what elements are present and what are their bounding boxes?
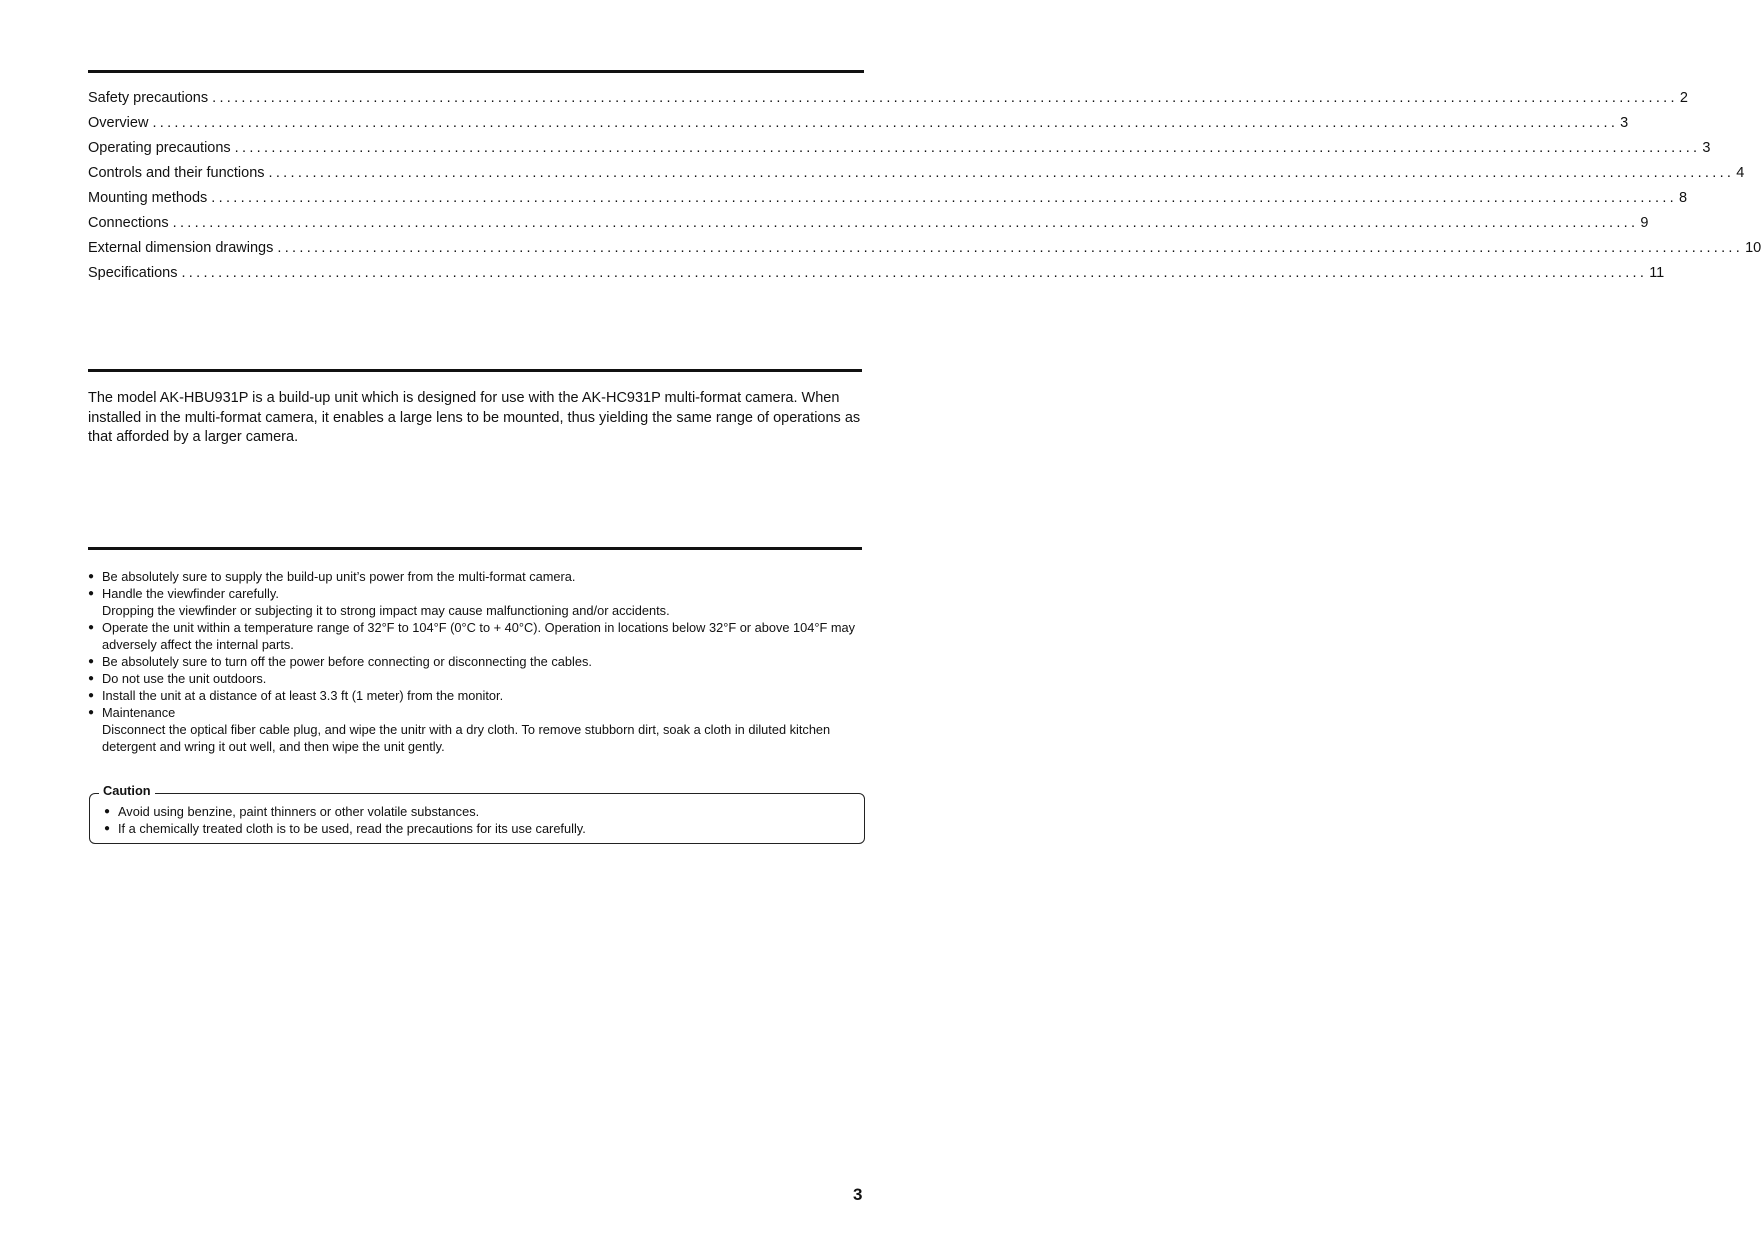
toc-dot-leader: ........................................................................................................................................................................................................ bbox=[211, 190, 1678, 206]
toc-entry bbox=[88, 115, 1629, 140]
bullet-icon: ● bbox=[88, 690, 95, 701]
overview-rule bbox=[88, 369, 862, 372]
precaution-text: Be absolutely sure to turn off the power before connecting or disconnecting the cables. bbox=[102, 654, 592, 669]
precaution-detail: Disconnect the optical fiber cable plug, and wipe the unitr with a dry cloth. To remove stubborn dirt, soak a cloth in diluted kitchen detergent and wring it out well, and then wipe the unit gently. bbox=[102, 722, 831, 754]
page-number: 3 bbox=[853, 1185, 863, 1204]
toc-entry-page: 3 bbox=[1702, 140, 1711, 156]
precaution-text: Install the unit at a distance of at least 3.3 ft (1 meter) from the monitor. bbox=[102, 688, 504, 703]
precaution-detail: Dropping the viewfinder or subjecting it to strong impact may cause malfunctioning and/or accidents. bbox=[102, 603, 670, 618]
precaution-item bbox=[88, 585, 878, 619]
operating-precautions-rule bbox=[88, 547, 862, 550]
toc-dot-leader: ........................................................................................................................................................................................................ bbox=[268, 165, 1735, 181]
toc-entry-title: Operating precautions bbox=[88, 140, 231, 156]
caution-label: Caution bbox=[99, 782, 155, 799]
toc-entry-page: 4 bbox=[1736, 165, 1745, 181]
precaution-text: Handle the viewfinder carefully. bbox=[102, 586, 279, 601]
caution-item bbox=[104, 820, 854, 837]
toc-entry bbox=[88, 265, 1665, 290]
toc-entry-title: Controls and their functions bbox=[88, 165, 265, 181]
toc-entry-page: 8 bbox=[1679, 190, 1688, 206]
toc-entry bbox=[88, 165, 1745, 190]
precaution-text: Be absolutely sure to supply the build-up unit’s power from the multi-format camera. bbox=[102, 569, 576, 584]
toc-entry-page: 3 bbox=[1620, 115, 1629, 131]
toc-dot-leader: ........................................................................................................................................................................................................ bbox=[152, 115, 1619, 131]
toc-entry-title: Mounting methods bbox=[88, 190, 208, 206]
bullet-icon: ● bbox=[88, 673, 95, 684]
precaution-item bbox=[88, 653, 878, 670]
toc-entry bbox=[88, 140, 1711, 165]
toc-dot-leader: ........................................................................................................................................................................................................ bbox=[172, 215, 1639, 231]
toc-entry-title: Overview bbox=[88, 115, 149, 131]
precaution-item bbox=[88, 619, 878, 653]
toc-entry-page: 9 bbox=[1640, 215, 1649, 231]
toc-entry bbox=[88, 215, 1649, 240]
toc-dot-leader: ........................................................................................................................................................................................................ bbox=[234, 140, 1701, 156]
precaution-text: Operate the unit within a temperature range of 32°F to 104°F (0°C to + 40°C). Operation in locations below 32°F or above 104°F may adversely affect the internal parts. bbox=[102, 620, 856, 652]
caution-text: If a chemically treated cloth is to be used, read the precautions for its use carefully. bbox=[118, 821, 586, 836]
caution-text: Avoid using benzine, paint thinners or other volatile substances. bbox=[118, 804, 480, 819]
bullet-icon: ● bbox=[88, 707, 95, 718]
toc-entry bbox=[88, 190, 1688, 215]
caution-list bbox=[104, 803, 854, 837]
contents-rule bbox=[88, 70, 864, 73]
toc-entry-title: Connections bbox=[88, 215, 169, 231]
table-of-contents bbox=[88, 90, 1761, 290]
toc-entry bbox=[88, 240, 1761, 265]
bullet-icon: ● bbox=[88, 656, 95, 667]
toc-entry-title: Safety precautions bbox=[88, 90, 209, 106]
precaution-text: Maintenance bbox=[102, 705, 176, 720]
bullet-icon: ● bbox=[104, 806, 111, 817]
precaution-item bbox=[88, 670, 878, 687]
toc-entry-page: 2 bbox=[1679, 90, 1688, 106]
toc-dot-leader: ........................................................................................................................................................................................................ bbox=[181, 265, 1648, 281]
bullet-icon: ● bbox=[88, 622, 95, 633]
precaution-item bbox=[88, 568, 878, 585]
toc-entry-title: Specifications bbox=[88, 265, 178, 281]
toc-entry-title: External dimension drawings bbox=[88, 240, 274, 256]
toc-entry bbox=[88, 90, 1688, 115]
caution-item bbox=[104, 803, 854, 820]
bullet-icon: ● bbox=[88, 571, 95, 582]
toc-dot-leader: ........................................................................................................................................................................................................ bbox=[277, 240, 1744, 256]
precaution-item bbox=[88, 687, 878, 704]
toc-dot-leader: ........................................................................................................................................................................................................ bbox=[212, 90, 1678, 106]
precaution-item bbox=[88, 704, 878, 755]
toc-entry-page: 10 bbox=[1745, 240, 1761, 256]
bullet-icon: ● bbox=[104, 823, 111, 834]
overview-paragraph: The model AK-HBU931P is a build-up unit which is designed for use with the AK-HC931P multi-format camera. When installed in the multi-format camera, it enables a large lens to be mounted, thus yielding the same range of operations as that afforded by a larger camera. bbox=[88, 390, 861, 445]
toc-entry-page: 11 bbox=[1649, 265, 1665, 281]
bullet-icon: ● bbox=[88, 588, 95, 599]
operating-precautions-list bbox=[88, 568, 878, 755]
precaution-text: Do not use the unit outdoors. bbox=[102, 671, 267, 686]
